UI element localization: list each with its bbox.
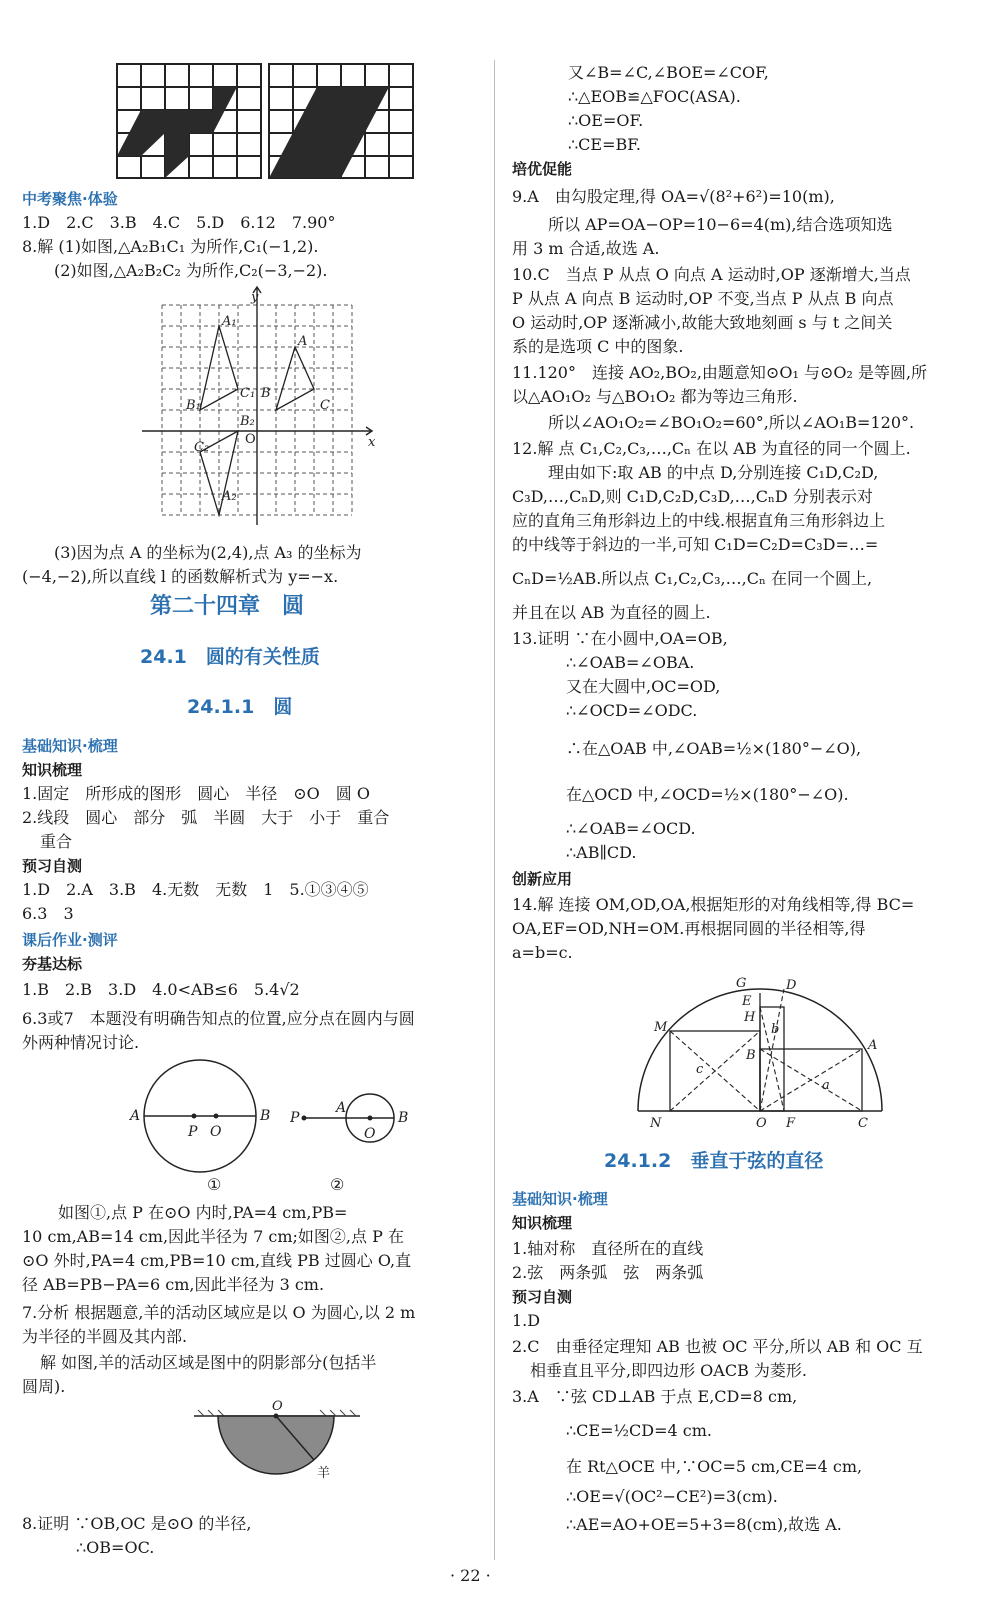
answer-line: 10.C 当点 P 从点 O 向点 A 运动时,OP 逐渐增大,当点: [512, 265, 911, 284]
answer-line: ∴OE=√(OC²−CE²)=3(cm).: [566, 1487, 778, 1506]
section-title: 24.1 圆的有关性质: [140, 646, 320, 668]
answer-line: 2.C 由垂径定理知 AB 也被 OC 平分,所以 AB 和 OC 互: [512, 1337, 923, 1356]
answer-line: (3)因为点 A 的坐标为(2,4),点 A₃ 的坐标为: [54, 543, 362, 562]
answer-line: 系的是选项 C 中的图象.: [512, 337, 684, 356]
sub-heading: 培优促能: [512, 160, 573, 178]
answer-line: 2.弦 两条弧 弦 两条弧: [512, 1263, 704, 1282]
answer-line: 1.D: [512, 1311, 541, 1330]
answer-line: ⊙O 外时,PA=4 cm,PB=10 cm,直线 PB 过圆心 O,直: [22, 1251, 412, 1270]
answer-line: ∴∠OAB=∠OBA.: [566, 653, 695, 672]
svg-text:N: N: [650, 1116, 662, 1130]
sub-heading: 知识梳理: [512, 1214, 573, 1232]
answer-line: (2)如图,△A₂B₂C₂ 为所作,C₂(−3,−2).: [54, 261, 328, 280]
answer-line: 1.D 2.A 3.B 4.无数 无数 1 5.①③④⑤: [22, 880, 369, 899]
svg-text:A: A: [336, 1100, 347, 1116]
answer-line: CₙD=½AB.所以点 C₁,C₂,C₃,…,Cₙ 在同一个圆上,: [512, 569, 873, 588]
sub-heading: 预习自测: [512, 1288, 573, 1306]
page-number: · 22 ·: [450, 1566, 491, 1585]
answer-line: 7.分析 根据题意,羊的活动区域应是以 O 为圆心,以 2 m: [22, 1303, 416, 1322]
svg-text:A₁: A₁: [222, 314, 237, 329]
figure-label: ①: [207, 1175, 222, 1194]
svg-text:C: C: [858, 1116, 868, 1130]
subsection-title: 24.1.1 圆: [187, 696, 293, 718]
chapter-title: 第二十四章 圆: [150, 594, 305, 619]
sub-heading: 创新应用: [512, 870, 573, 888]
answer-line: 1.D 2.C 3.B 4.C 5.D 6.12 7.90°: [22, 213, 336, 232]
svg-text:B: B: [398, 1110, 409, 1126]
answer-line: P 从点 A 向点 B 运动时,OP 不变,当点 P 从点 B 向点: [512, 289, 894, 308]
figure-label: ②: [330, 1175, 345, 1194]
answer-line: 所以 AP=OA−OP=10−6=4(m),结合选项知选: [548, 215, 893, 234]
answer-line: 13.证明 ∵在小圆中,OA=OB,: [512, 629, 728, 648]
svg-text:M: M: [654, 1020, 668, 1035]
answer-line: a=b=c.: [512, 943, 573, 962]
coordinate-plane-figure: [132, 285, 382, 530]
answer-line: O 运动时,OP 逐渐减小,故能大致地刻画 s 与 t 之间关: [512, 313, 893, 332]
svg-text:G: G: [736, 976, 747, 991]
answer-line: 径 AB=PB−PA=6 cm,因此半径为 3 cm.: [22, 1275, 325, 1294]
svg-text:a: a: [822, 1078, 830, 1093]
svg-text:B: B: [746, 1048, 756, 1063]
answer-line: 1.轴对称 直径所在的直线: [512, 1239, 704, 1258]
answer-line: 又∠B=∠C,∠BOE=∠COF,: [568, 63, 769, 82]
column-divider: [494, 60, 495, 1560]
answer-line: 2.线段 圆心 部分 弧 半圆 大于 小于 重合: [22, 808, 390, 827]
svg-text:y: y: [251, 290, 259, 305]
answer-line: 又在大圆中,OC=OD,: [566, 677, 721, 696]
answer-line: 1.B 2.B 3.D 4.0<AB≤6 5.4√2: [22, 980, 300, 999]
svg-text:H: H: [744, 1010, 756, 1025]
answer-line: 重合: [40, 832, 73, 851]
sub-heading: 夯基达标: [22, 955, 83, 973]
answer-line: ∴CE=BF.: [568, 135, 641, 154]
svg-text:D: D: [786, 978, 797, 993]
subsection-title: 24.1.2 垂直于弦的直径: [604, 1150, 824, 1172]
answer-line: 外两种情况讨论.: [22, 1033, 140, 1052]
grid-figure-1: [115, 62, 263, 180]
grid-figure-2: [267, 62, 415, 180]
sub-heading: 预习自测: [22, 857, 83, 875]
answer-line: 所以∠AO₁O₂=∠BO₁O₂=60°,所以∠AO₁B=120°.: [548, 413, 915, 432]
svg-text:F: F: [786, 1116, 796, 1130]
answer-line: ∴∠OAB=∠OCD.: [566, 819, 696, 838]
answer-line: 用 3 m 合适,故选 A.: [512, 239, 660, 258]
answer-line: 10 cm,AB=14 cm,因此半径为 7 cm;如图②,点 P 在: [22, 1227, 404, 1246]
answer-line: 圆周).: [22, 1377, 66, 1396]
answer-line: 并且在以 AB 为直径的圆上.: [512, 603, 711, 622]
answer-line: ∴∠OCD=∠ODC.: [566, 701, 698, 720]
answer-line: 相垂直且平分,即四边形 OACB 为菱形.: [530, 1361, 808, 1380]
svg-text:A: A: [130, 1108, 141, 1124]
svg-text:O: O: [364, 1126, 376, 1142]
answer-line: 14.解 连接 OM,OD,OA,根据矩形的对角线相等,得 BC=: [512, 895, 915, 914]
svg-text:B₁: B₁: [186, 398, 201, 413]
answer-line: ∴AB∥CD.: [566, 843, 637, 862]
svg-text:B₂: B₂: [240, 414, 255, 429]
answer-line: 12.解 点 C₁,C₂,C₃,…,Cₙ 在以 AB 为直径的同一个圆上.: [512, 439, 911, 458]
svg-text:O: O: [210, 1124, 222, 1140]
svg-text:E: E: [742, 994, 752, 1009]
section-heading-zhongkao: 中考聚焦·体验: [22, 190, 118, 208]
answer-line: 1.固定 所形成的图形 圆心 半径 ⊙O 圆 O: [22, 784, 370, 803]
section-heading-kehou: 课后作业·测评: [22, 931, 118, 949]
svg-text:O: O: [272, 1399, 283, 1414]
answer-line: 在△OCD 中,∠OCD=½×(180°−∠O).: [566, 785, 849, 804]
answer-line: ∴在△OAB 中,∠OAB=½×(180°−∠O),: [566, 739, 862, 758]
answer-line: 为半径的半圆及其内部.: [22, 1327, 188, 1346]
answer-line: 理由如下:取 AB 的中点 D,分别连接 C₁D,C₂D,: [548, 463, 879, 482]
answer-line: 6.3 3: [22, 904, 74, 923]
semicircle-sheep-figure: [190, 1398, 365, 1498]
answer-line: 如图①,点 P 在⊙O 内时,PA=4 cm,PB=: [58, 1203, 348, 1222]
answer-line: 8.解 (1)如图,△A₂B₁C₁ 为所作,C₁(−1,2).: [22, 237, 319, 256]
answer-line: 9.A 由勾股定理,得 OA=√(8²+6²)=10(m),: [512, 187, 835, 206]
svg-text:O: O: [245, 432, 256, 447]
section-heading-jichu: 基础知识·梳理: [22, 737, 118, 755]
svg-text:A₂: A₂: [222, 489, 237, 504]
circle-figure-2: [290, 1088, 420, 1153]
sub-heading: 知识梳理: [22, 761, 83, 779]
answer-line: 11.120° 连接 AO₂,BO₂,由题意知⊙O₁ 与⊙O₂ 是等圆,所: [512, 363, 928, 382]
svg-text:C₁: C₁: [240, 386, 256, 401]
figure-label-sheep: 羊: [317, 1466, 331, 1481]
answer-line: ∴AE=AO+OE=5+3=8(cm),故选 A.: [566, 1515, 842, 1534]
svg-text:C: C: [320, 398, 330, 413]
answer-line: ∴OB=OC.: [76, 1538, 155, 1557]
svg-text:x: x: [368, 435, 376, 450]
svg-text:b: b: [771, 1022, 780, 1037]
svg-text:A: A: [868, 1038, 878, 1053]
answer-line: OA,EF=OD,NH=OM.再根据同圆的半径相等,得: [512, 919, 866, 938]
svg-text:P: P: [188, 1124, 198, 1140]
section-heading-jichu: 基础知识·梳理: [512, 1190, 608, 1208]
circle-figure-1: [122, 1058, 272, 1183]
answer-line: 应的直角三角形斜边上的中线.根据直角三角形斜边上: [512, 511, 886, 530]
answer-line: 在 Rt△OCE 中,∵OC=5 cm,CE=4 cm,: [566, 1457, 863, 1476]
semicircle-rectangles-figure: [632, 975, 892, 1130]
answer-line: 解 如图,羊的活动区域是图中的阴影部分(包括半: [40, 1353, 377, 1372]
svg-text:O: O: [756, 1116, 767, 1130]
svg-text:B: B: [260, 1108, 271, 1124]
svg-text:P: P: [290, 1110, 300, 1126]
answer-line: 3.A ∵弦 CD⊥AB 于点 E,CD=8 cm,: [512, 1387, 798, 1406]
svg-text:A: A: [298, 334, 308, 349]
answer-line: 8.证明 ∵OB,OC 是⊙O 的半径,: [22, 1514, 252, 1533]
answer-line: ∴CE=½CD=4 cm.: [566, 1421, 712, 1440]
svg-text:c: c: [696, 1062, 704, 1077]
svg-text:B: B: [261, 386, 271, 401]
answer-line: C₃D,…,CₙD,则 C₁D,C₂D,C₃D,…,CₙD 分别表示对: [512, 487, 873, 506]
answer-line: (−4,−2),所以直线 l 的函数解析式为 y=−x.: [22, 567, 339, 586]
answer-line: 以△AO₁O₂ 与△BO₁O₂ 都为等边三角形.: [512, 387, 798, 406]
answer-line: ∴OE=OF.: [568, 111, 644, 130]
answer-line: 的中线等于斜边的一半,可知 C₁D=C₂D=C₃D=…=: [512, 535, 879, 554]
answer-line: 6.3或7 本题没有明确告知点的位置,应分点在圆内与圆: [22, 1009, 415, 1028]
svg-text:C₂: C₂: [194, 440, 210, 455]
answer-line: ∴△EOB≌△FOC(ASA).: [568, 87, 741, 106]
